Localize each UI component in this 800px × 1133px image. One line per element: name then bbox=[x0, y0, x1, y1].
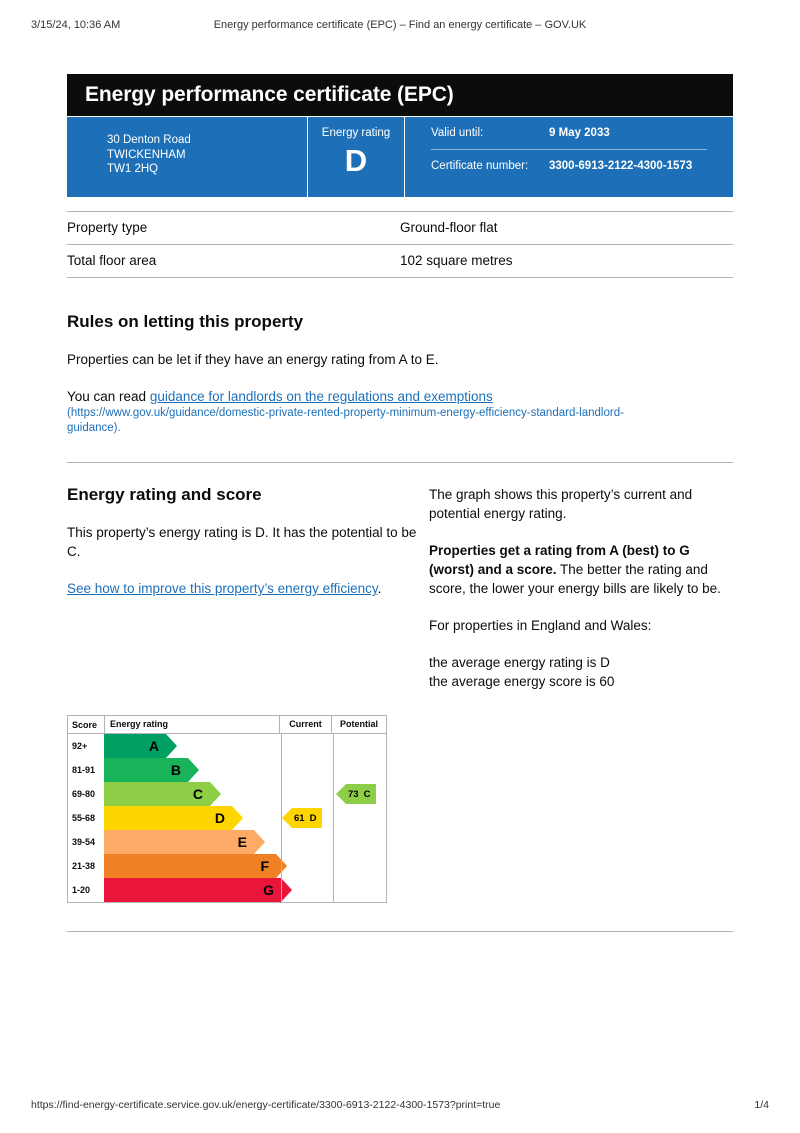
epc-potential-column bbox=[333, 734, 388, 902]
epc-header-potential: Potential bbox=[331, 716, 386, 733]
epc-rating-chart bbox=[67, 715, 387, 903]
graph-description: The graph shows this property’s current and potential energy rating. bbox=[429, 487, 693, 521]
epc-document bbox=[67, 74, 733, 932]
epc-current-score: 61 bbox=[294, 812, 305, 824]
print-footer-page: 1/4 bbox=[754, 1099, 769, 1111]
epc-band-b bbox=[68, 758, 281, 782]
epc-bands bbox=[68, 734, 281, 902]
print-header-title: Energy performance certificate (EPC) – Find an energy certificate – GOV.UK bbox=[213, 19, 587, 31]
valid-until-label: Valid until: bbox=[431, 127, 484, 139]
epc-potential-score: 73 bbox=[348, 788, 359, 800]
improve-efficiency-link[interactable]: See how to improve this property’s energy efficiency bbox=[67, 581, 378, 596]
epc-header-current: Current bbox=[279, 716, 331, 733]
fact-key: Property type bbox=[67, 220, 148, 235]
epc-band-e bbox=[68, 830, 281, 854]
energy-rating-section bbox=[67, 485, 733, 691]
epc-band-letter: D bbox=[214, 810, 225, 826]
epc-band-f bbox=[68, 854, 281, 878]
energy-rating-label: Energy rating bbox=[321, 127, 391, 139]
epc-band-letter: A bbox=[148, 738, 159, 754]
epc-band-bar bbox=[104, 854, 276, 878]
epc-band-letter: E bbox=[237, 834, 247, 850]
rating-explanation-bold: Properties get a rating from A (best) to G (worst) and a score. bbox=[429, 543, 690, 577]
average-energy-score: the average energy score is 60 bbox=[429, 674, 615, 689]
landlord-guidance-link[interactable]: guidance for landlords on the regulations and exemptions bbox=[149, 389, 493, 404]
energy-rating-left-column bbox=[67, 485, 427, 691]
rating-explanation-rest: The better the rating and score, the lower your energy bills are likely to be. bbox=[429, 562, 721, 596]
energy-rating-paragraph: This property’s energy rating is D. It has the potential to be C. bbox=[67, 525, 417, 559]
epc-header-rating: Energy rating bbox=[104, 716, 279, 733]
certificate-details bbox=[404, 117, 733, 197]
epc-current-arrow-tip bbox=[282, 808, 292, 828]
document-title-bar bbox=[67, 74, 733, 116]
rating-explanation bbox=[429, 541, 733, 598]
epc-chart-header bbox=[68, 716, 386, 734]
address-line-1: 30 Denton Road bbox=[107, 134, 191, 146]
epc-band-score: 39-54 bbox=[68, 830, 104, 854]
epc-band-c bbox=[68, 782, 281, 806]
epc-band-score: 55-68 bbox=[68, 806, 104, 830]
property-address bbox=[67, 117, 307, 197]
epc-band-letter: B bbox=[170, 762, 181, 778]
print-header-timestamp: 3/15/24, 10:36 AM bbox=[31, 19, 121, 31]
letting-rules-paragraph: Properties can be let if they have an energy rating from A to E. bbox=[67, 352, 439, 367]
table-row bbox=[67, 245, 733, 278]
epc-header-score: Score bbox=[72, 719, 98, 730]
epc-band-score: 81-91 bbox=[68, 758, 104, 782]
table-row bbox=[67, 211, 733, 245]
valid-until-value: 9 May 2033 bbox=[549, 127, 610, 139]
letting-guidance-prefix: You can read bbox=[67, 389, 150, 404]
browser-print-header bbox=[0, 19, 800, 33]
epc-band-letter: G bbox=[263, 882, 274, 898]
energy-rating-heading: Energy rating and score bbox=[67, 485, 262, 504]
epc-band-bar bbox=[104, 806, 232, 830]
landlord-guidance-url-part2: guidance). bbox=[67, 422, 121, 434]
epc-current-marker bbox=[282, 808, 322, 828]
epc-band-score: 92+ bbox=[68, 734, 104, 758]
certificate-number-row bbox=[431, 159, 733, 174]
england-wales-averages bbox=[429, 653, 733, 691]
epc-current-arrow-body bbox=[292, 808, 322, 828]
details-divider bbox=[431, 149, 707, 150]
certificate-summary-band bbox=[67, 117, 733, 197]
valid-until-row bbox=[431, 126, 733, 141]
epc-potential-arrow-tip bbox=[336, 784, 346, 804]
epc-potential-arrow-body bbox=[346, 784, 376, 804]
epc-band-bar bbox=[104, 758, 188, 782]
letting-rules-heading: Rules on letting this property bbox=[67, 312, 304, 331]
section-divider-bottom bbox=[67, 931, 733, 932]
epc-band-score: 21-38 bbox=[68, 854, 104, 878]
epc-band-score: 1-20 bbox=[68, 878, 104, 902]
page-title: Energy performance certificate (EPC) bbox=[85, 83, 454, 106]
average-energy-rating: the average energy rating is D bbox=[429, 655, 610, 670]
epc-band-g bbox=[68, 878, 281, 902]
energy-rating-right-column bbox=[427, 485, 733, 691]
landlord-guidance-url bbox=[67, 406, 733, 436]
epc-potential-marker bbox=[336, 784, 376, 804]
england-wales-intro: For properties in England and Wales: bbox=[429, 618, 652, 633]
energy-rating-value: D bbox=[344, 143, 368, 178]
property-facts-table bbox=[67, 211, 733, 278]
epc-band-bar bbox=[104, 830, 254, 854]
improve-efficiency-paragraph bbox=[67, 579, 427, 598]
section-divider bbox=[67, 462, 733, 463]
epc-band-score: 69-80 bbox=[68, 782, 104, 806]
fact-value: 102 square metres bbox=[400, 253, 513, 268]
epc-band-letter: F bbox=[260, 858, 269, 874]
fact-key: Total floor area bbox=[67, 253, 157, 268]
epc-band-letter: C bbox=[192, 786, 203, 802]
landlord-guidance-url-part1: (https://www.gov.uk/guidance/domestic-private-rented-property-minimum-energy-efficiency-standard-landlord- bbox=[67, 407, 624, 419]
certificate-number-value: 3300-6913-2122-4300-1573 bbox=[549, 159, 693, 172]
epc-band-d bbox=[68, 806, 281, 830]
print-footer-url: https://find-energy-certificate.service.gov.uk/energy-certificate/3300-6913-2122-4300-1573?print=true bbox=[31, 1099, 501, 1111]
epc-chart-body bbox=[68, 734, 386, 902]
epc-band-bar bbox=[104, 734, 166, 758]
epc-band-bar bbox=[104, 782, 210, 806]
energy-rating-badge bbox=[307, 117, 404, 197]
epc-band-a bbox=[68, 734, 281, 758]
epc-current-letter: D bbox=[309, 812, 317, 824]
epc-potential-letter: C bbox=[363, 788, 371, 800]
fact-value: Ground-floor flat bbox=[400, 220, 498, 235]
epc-current-column bbox=[281, 734, 333, 902]
address-line-2: TWICKENHAM bbox=[107, 148, 186, 161]
browser-print-footer bbox=[0, 1099, 800, 1113]
letting-guidance-paragraph bbox=[67, 387, 733, 406]
epc-band-bar bbox=[104, 878, 281, 902]
address-line-3: TW1 2HQ bbox=[107, 163, 159, 175]
improve-efficiency-period: . bbox=[377, 581, 382, 596]
certificate-number-label: Certificate number: bbox=[431, 159, 529, 172]
